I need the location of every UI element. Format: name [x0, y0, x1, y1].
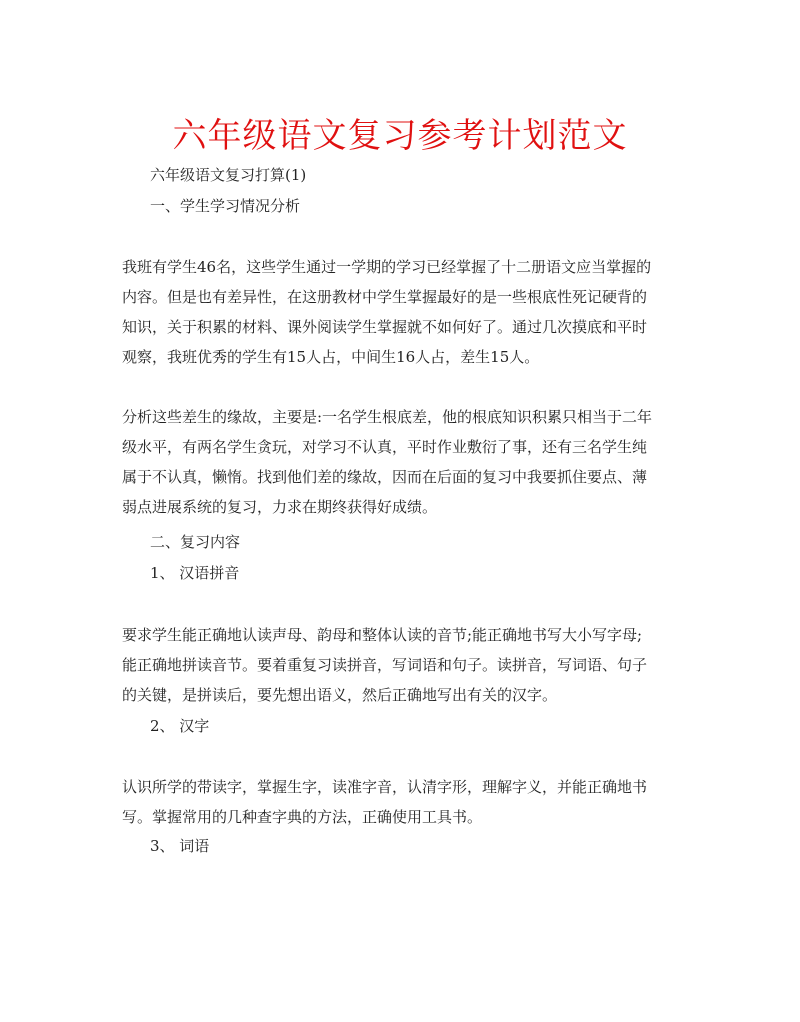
- paragraph-line: 认识所学的带读字，掌握生字，读准字音，认清字形，理解字义，并能正确地书: [122, 778, 648, 796]
- paragraph-weak-students: [122, 402, 682, 522]
- paragraph-characters: [122, 772, 682, 832]
- paragraph-line: 写。掌握常用的几种查字典的方法，正确使用工具书。: [122, 808, 483, 826]
- paragraph-line: 的关键，是拼读后，要先想出语义，然后正确地写出有关的汉字。: [122, 686, 558, 704]
- paragraph-class-overview: [122, 252, 682, 372]
- item-heading-words: 3、 词语: [150, 837, 210, 855]
- item-heading-characters: 2、 汉字: [150, 717, 210, 735]
- document-subtitle: 六年级语文复习打算(1): [150, 166, 307, 184]
- document-title: 六年级语文复习参考计划范文: [172, 116, 628, 156]
- paragraph-line: 观察，我班优秀的学生有15人占，中间生16人占，差生15人。: [122, 348, 540, 366]
- paragraph-line: 属于不认真，懒惰。找到他们差的缘故，因而在后面的复习中我要抓住要点、薄: [122, 468, 648, 486]
- paragraph-line: 知识，关于积累的材料、课外阅读学生掌握就不如何好了。通过几次摸底和平时: [122, 318, 648, 336]
- paragraph-line: 弱点进展系统的复习，力求在期终获得好成绩。: [122, 498, 438, 516]
- section-heading-student-analysis: 一、学生学习情况分析: [150, 197, 301, 215]
- paragraph-line: 级水平，有两名学生贪玩，对学习不认真，平时作业敷衍了事，还有三名学生纯: [122, 438, 648, 456]
- paragraph-line: 分析这些差生的缘故，主要是:一名学生根底差，他的根底知识积累只相当于二年: [122, 408, 653, 426]
- paragraph-line: 要求学生能正确地认读声母、韵母和整体认读的音节;能正确地书写大小写字母;: [122, 626, 643, 644]
- paragraph-line: 能正确地拼读音节。要着重复习读拼音，写词语和句子。读拼音，写词语、句子: [122, 656, 648, 674]
- paragraph-line: 我班有学生46名，这些学生通过一学期的学习已经掌握了十二册语文应当掌握的: [122, 258, 652, 276]
- paragraph-line: 内容。但是也有差异性，在这册教材中学生掌握最好的是一些根底性死记硬背的: [122, 288, 648, 306]
- paragraph-pinyin: [122, 620, 682, 710]
- section-heading-review-content: 二、复习内容: [150, 533, 241, 551]
- item-heading-pinyin: 1、 汉语拼音: [150, 564, 240, 582]
